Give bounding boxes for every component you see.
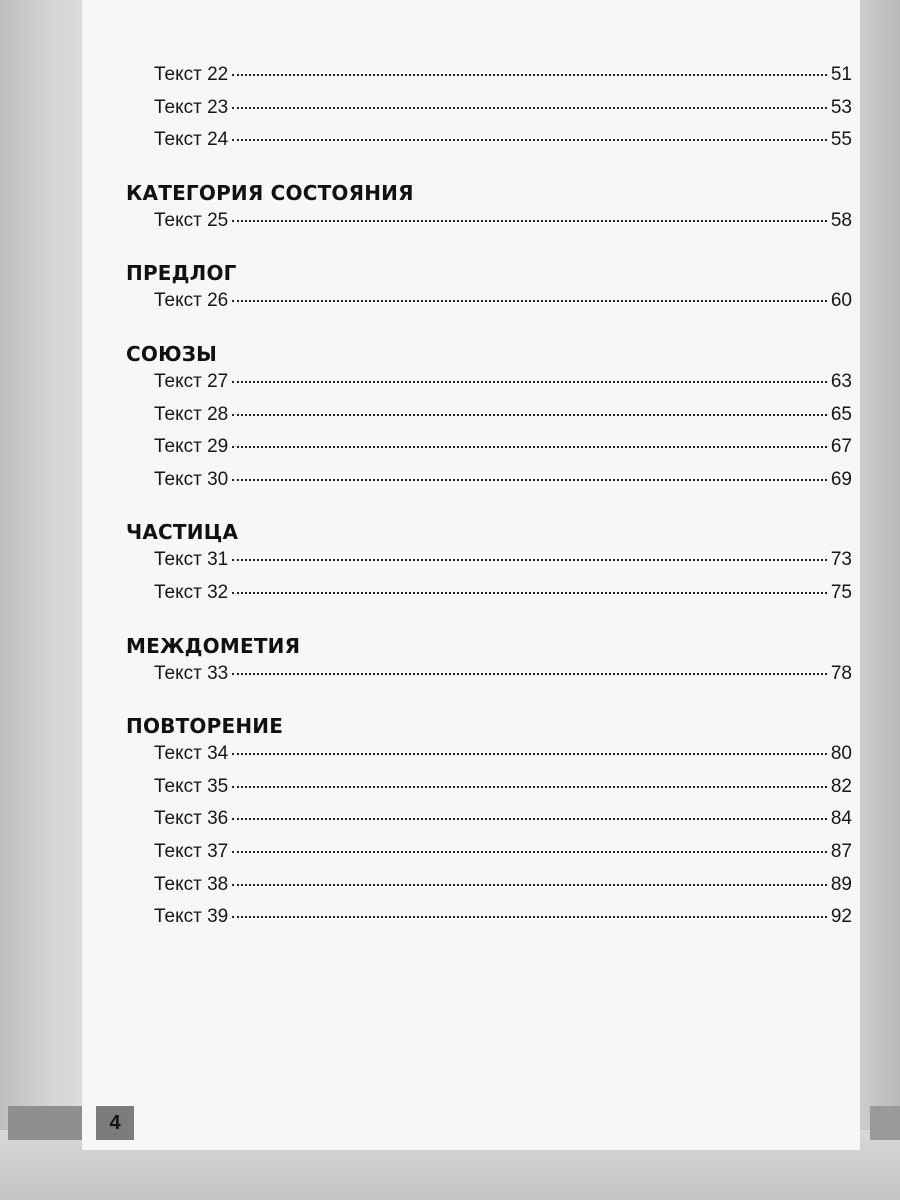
dot-leader: [232, 381, 827, 383]
toc-entry-label: Текст 30: [154, 468, 229, 490]
toc-entry: [126, 371, 852, 404]
toc-entry: [126, 874, 852, 907]
toc-entry-label: Текст 29: [154, 436, 229, 458]
section-title: ЧАСТИЦА: [126, 520, 239, 545]
toc-entry: [126, 841, 852, 874]
toc-entry-label: Текст 35: [154, 775, 229, 797]
dot-leader: [232, 107, 827, 109]
toc-entry: [126, 210, 852, 243]
dot-leader: [232, 300, 827, 302]
scan-shadow-left: [0, 0, 82, 1200]
toc-entry-page: 84: [830, 808, 852, 830]
toc-entry-page: 60: [830, 290, 852, 312]
section-title: КАТЕГОРИЯ СОСТОЯНИЯ: [126, 180, 414, 205]
toc-entry-page: 53: [830, 96, 852, 118]
dot-leader: [232, 753, 827, 755]
toc-entry-page: 92: [830, 906, 852, 928]
dot-leader: [232, 592, 827, 594]
toc-entry: [126, 663, 852, 696]
toc-entry: [126, 129, 852, 162]
dot-leader: [232, 851, 827, 853]
toc-entry-label: Текст 23: [154, 96, 229, 118]
toc-entry: [126, 404, 852, 437]
dot-leader: [232, 74, 827, 76]
dot-leader: [232, 479, 827, 481]
dot-leader: [232, 673, 827, 675]
toc-entry: [126, 469, 852, 502]
toc-entry-page: 69: [830, 468, 852, 490]
toc-entry-page: 65: [830, 403, 852, 425]
toc-entry-page: 55: [830, 129, 852, 151]
section-title: ПОВТОРЕНИЕ: [126, 714, 284, 739]
toc-entry: [126, 436, 852, 469]
toc-entry-label: Текст 37: [154, 840, 229, 862]
section-title: СОЮЗЫ: [126, 341, 218, 366]
toc-entry-label: Текст 34: [154, 743, 229, 765]
dot-leader: [232, 916, 827, 918]
dot-leader: [232, 446, 827, 448]
toc-entry-page: 51: [830, 64, 852, 85]
table-of-contents: [126, 64, 852, 939]
toc-entry-label: Текст 24: [154, 129, 229, 151]
toc-entry-label: Текст 25: [154, 209, 229, 231]
toc-entry: [126, 549, 852, 582]
toc-entry-label: Текст 31: [154, 549, 229, 571]
toc-entry: [126, 582, 852, 615]
dot-leader: [232, 139, 827, 141]
toc-entry-page: 75: [830, 581, 852, 603]
section-title: МЕЖДОМЕТИЯ: [126, 633, 301, 658]
toc-entry-label: Текст 36: [154, 808, 229, 830]
dot-leader: [232, 786, 827, 788]
toc-entry-label: Текст 32: [154, 581, 229, 603]
toc-entry: [126, 808, 852, 841]
dot-leader: [232, 884, 827, 886]
toc-entry: [126, 64, 852, 97]
toc-entry-label: Текст 26: [154, 290, 229, 312]
section-title: ПРЕДЛОГ: [126, 261, 237, 286]
dot-leader: [232, 220, 827, 222]
toc-entry-page: 87: [830, 840, 852, 862]
dot-leader: [232, 414, 827, 416]
toc-entry-page: 58: [830, 209, 852, 231]
dot-leader: [232, 559, 827, 561]
document-page: [82, 0, 860, 1150]
toc-entry-label: Текст 22: [154, 64, 229, 85]
footer-bar-right: [870, 1106, 900, 1140]
toc-entry-label: Текст 27: [154, 370, 229, 392]
toc-entry-label: Текст 28: [154, 403, 229, 425]
page-number: 4: [96, 1106, 134, 1140]
toc-entry-page: 80: [830, 743, 852, 765]
toc-entry: [126, 743, 852, 776]
toc-entry: [126, 906, 852, 939]
toc-entry-page: 89: [830, 873, 852, 895]
toc-entry: [126, 776, 852, 809]
toc-entry-page: 73: [830, 549, 852, 571]
toc-entry: [126, 97, 852, 130]
footer-bar-left: [8, 1106, 82, 1140]
toc-entry-label: Текст 38: [154, 873, 229, 895]
toc-entry-page: 78: [830, 662, 852, 684]
toc-entry: [126, 290, 852, 323]
toc-entry-page: 82: [830, 775, 852, 797]
toc-entry-page: 63: [830, 370, 852, 392]
dot-leader: [232, 818, 827, 820]
toc-entry-label: Текст 33: [154, 662, 229, 684]
toc-entry-page: 67: [830, 436, 852, 458]
toc-entry-label: Текст 39: [154, 906, 229, 928]
